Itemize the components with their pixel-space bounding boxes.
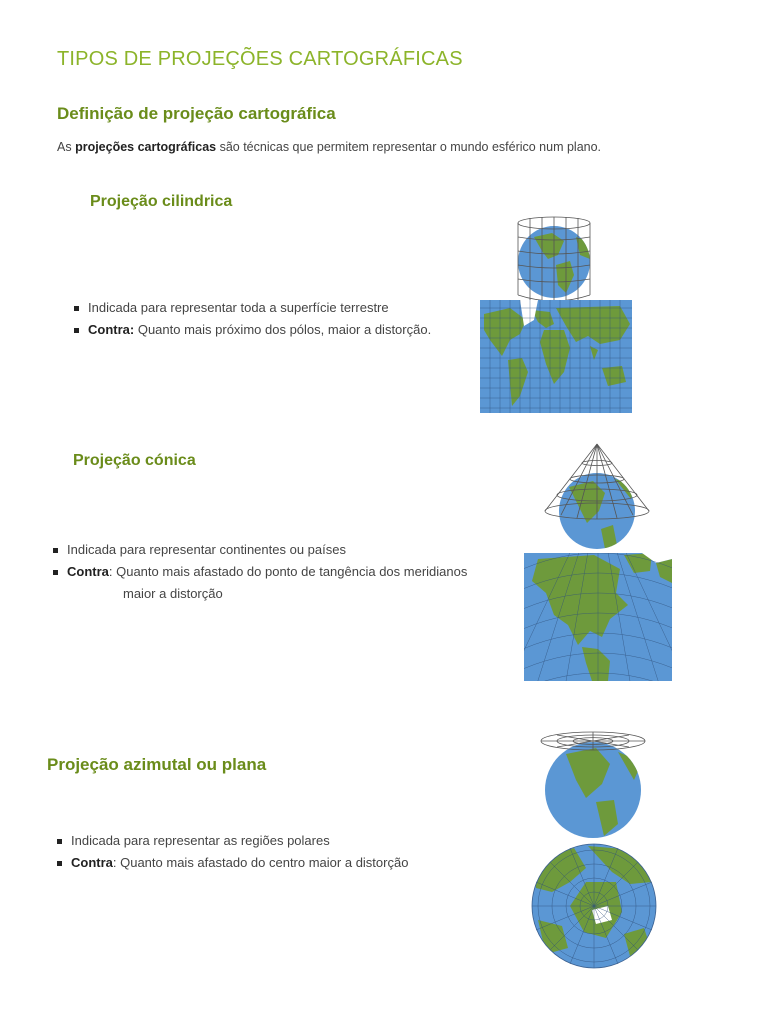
azimuthal-contra-label: Contra <box>71 855 113 870</box>
cylindrical-globe-illustration <box>512 215 596 303</box>
conic-bullet-contra <box>53 561 523 605</box>
definition-heading: Definição de projeção cartográfica <box>57 104 336 123</box>
conic-bullet-use: Indicada para representar continentes ou países <box>53 539 523 561</box>
definition-text-end: são técnicas que permitem representar o mundo esférico num plano. <box>216 140 602 154</box>
cylindrical-contra-text: Quanto mais próximo dos pólos, maior a distorção. <box>134 322 432 337</box>
conic-globe-illustration <box>541 441 653 551</box>
azimuthal-polar-map <box>526 842 662 970</box>
azimuthal-bullets <box>57 830 408 874</box>
azimuthal-bullet-contra <box>57 852 408 874</box>
definition-text-bold: projeções cartográficas <box>75 140 217 154</box>
azimuthal-contra-text: : Quanto mais afastado do centro maior a distorção <box>112 855 409 870</box>
conic-contra-text: : Quanto mais afastado do ponto de tangência dos meridianos <box>108 564 468 579</box>
azimuthal-globe-illustration <box>538 728 648 840</box>
cylindrical-contra-label: Contra: <box>88 322 135 337</box>
azimuthal-bullet-use: Indicada para representar as regiões polares <box>57 830 408 852</box>
cylindrical-bullet-contra <box>74 319 431 341</box>
cylindrical-world-map <box>480 300 632 413</box>
cylindrical-bullet-use: Indicada para representar toda a superfície terrestre <box>74 297 431 319</box>
page-title: TIPOS DE PROJEÇÕES CARTOGRÁFICAS <box>57 48 463 70</box>
conic-contra-label: Contra <box>67 564 109 579</box>
conic-heading: Projeção cónica <box>73 452 196 469</box>
azimuthal-heading: Projeção azimutal ou plana <box>47 755 267 774</box>
conic-contra-text-cont: maior a distorção <box>123 586 223 601</box>
conic-bullets <box>53 539 523 605</box>
conic-map <box>524 553 672 681</box>
definition-text-start: As <box>57 140 76 154</box>
definition-text <box>57 140 601 154</box>
cylindrical-heading: Projeção cilindrica <box>90 193 233 210</box>
cylindrical-bullets <box>74 297 431 341</box>
